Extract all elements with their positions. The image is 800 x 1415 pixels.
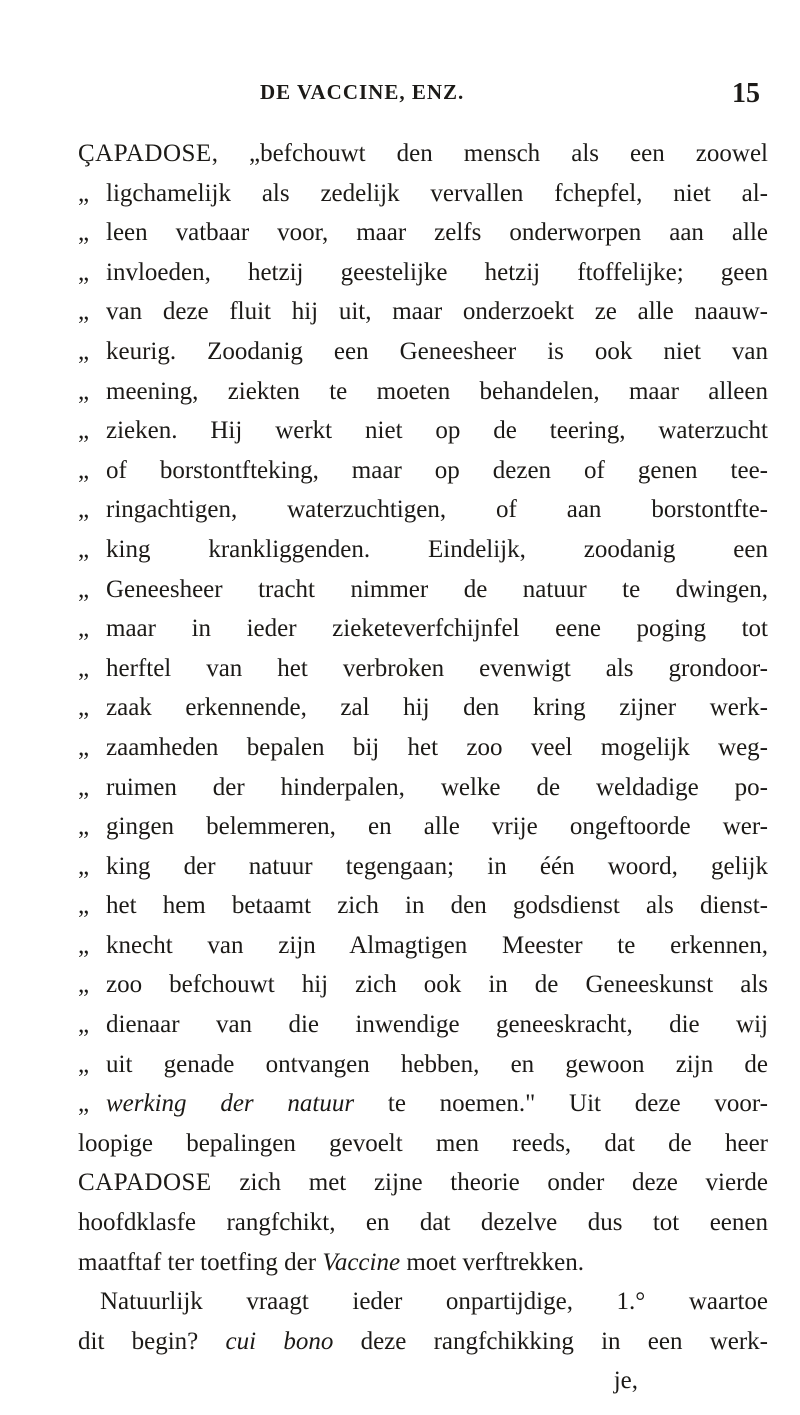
line-text: werking der natuur te noemen." Uit deze voor- bbox=[106, 1090, 768, 1118]
text-line bbox=[78, 1282, 768, 1322]
text-line bbox=[78, 1361, 768, 1401]
line-text: het hem betaamt zich in den godsdienst als dienst- bbox=[106, 892, 768, 920]
running-head bbox=[100, 80, 760, 120]
text-line bbox=[78, 174, 768, 214]
line-text: maatftaf ter toetfing der Vaccine moet verftrekken. bbox=[78, 1248, 585, 1276]
text-line bbox=[78, 926, 768, 966]
text-line bbox=[78, 1243, 768, 1283]
text-line bbox=[78, 213, 768, 253]
quote-mark: „ bbox=[78, 813, 90, 841]
text-line bbox=[78, 134, 768, 174]
quote-mark: „ bbox=[78, 1011, 90, 1039]
quote-mark: „ bbox=[78, 219, 90, 247]
line-text: herftel van het verbroken evenwigt als grondoor- bbox=[106, 654, 768, 682]
line-text: hoofdklasfe rangfchikt, en dat dezelve dus tot eenen bbox=[78, 1209, 768, 1237]
quote-mark: „ bbox=[78, 456, 90, 484]
quote-mark: „ bbox=[78, 179, 90, 207]
text-line bbox=[78, 332, 768, 372]
line-text: uit genade ontvangen hebben, en gewoon zijn de bbox=[106, 1050, 768, 1078]
line-text: Natuurlijk vraagt ieder onpartijdige, 1.° waartoe bbox=[100, 1288, 768, 1316]
line-text: king krankliggenden. Eindelijk, zoodanig een bbox=[106, 535, 768, 563]
quote-mark: „ bbox=[78, 1050, 90, 1078]
text-line bbox=[78, 649, 768, 689]
quote-mark: „ bbox=[78, 337, 90, 365]
line-text: leen vatbaar voor, maar zelfs onderworpen aan alle bbox=[106, 219, 768, 247]
line-text: dit begin? cui bono deze rangfchikking in een werk- bbox=[78, 1327, 768, 1355]
quote-mark: „ bbox=[78, 535, 90, 563]
line-text: zieken. Hij werkt niet op de teering, waterzucht bbox=[106, 417, 768, 445]
quote-mark: „ bbox=[78, 258, 90, 286]
line-text: zaamheden bepalen bij het zoo veel mogelijk weg- bbox=[106, 733, 768, 761]
quote-mark: „ bbox=[78, 496, 90, 524]
line-text: of borstontfteking, maar op dezen of genen tee- bbox=[106, 456, 768, 484]
text-line bbox=[78, 807, 768, 847]
quote-mark: „ bbox=[78, 575, 90, 603]
line-text: king der natuur tegengaan; in één woord, gelijk bbox=[106, 852, 768, 880]
quote-mark: „ bbox=[78, 1090, 90, 1118]
text-line bbox=[78, 1163, 768, 1203]
text-line bbox=[78, 451, 768, 491]
quote-mark: „ bbox=[78, 931, 90, 959]
page-number: 15 bbox=[732, 78, 760, 109]
line-text: ÇAPADOSE, „befchouwt den mensch als een zoowel bbox=[78, 140, 768, 167]
text-line bbox=[78, 1005, 768, 1045]
line-text: CAPADOSE zich met zijne theorie onder deze vierde bbox=[78, 1169, 768, 1197]
quote-mark: „ bbox=[78, 971, 90, 999]
text-line bbox=[78, 1322, 768, 1362]
text-line bbox=[78, 1124, 768, 1164]
line-text: maar in ieder zieketeverfchijnfel eene poging tot bbox=[106, 615, 768, 643]
text-line bbox=[78, 609, 768, 649]
text-line bbox=[78, 292, 768, 332]
line-text: gingen belemmeren, en alle vrije ongeftoorde wer- bbox=[106, 813, 768, 841]
quote-mark: „ bbox=[78, 773, 90, 801]
quote-mark: „ bbox=[78, 298, 90, 326]
text-line bbox=[78, 965, 768, 1005]
quote-mark: „ bbox=[78, 892, 90, 920]
line-text: ruimen der hinderpalen, welke de weldadige po- bbox=[106, 773, 768, 801]
quote-mark: „ bbox=[78, 654, 90, 682]
quote-mark: „ bbox=[78, 694, 90, 722]
text-line bbox=[78, 530, 768, 570]
line-text: knecht van zijn Almagtigen Meester te erkennen, bbox=[106, 931, 768, 959]
text-line bbox=[78, 847, 768, 887]
text-line bbox=[78, 411, 768, 451]
quote-mark: „ bbox=[78, 615, 90, 643]
line-text: meening, ziekten te moeten behandelen, maar alleen bbox=[106, 377, 768, 405]
line-text: van deze fluit hij uit, maar onderzoekt ze alle naauw- bbox=[106, 298, 768, 326]
line-text: ringachtigen, waterzuchtigen, of aan borstontfte- bbox=[106, 496, 768, 524]
line-text: zoo befchouwt hij zich ook in de Geneeskunst als bbox=[106, 971, 768, 999]
text-line bbox=[78, 728, 768, 768]
text-line bbox=[78, 490, 768, 530]
text-line bbox=[78, 886, 768, 926]
line-text: Geneesheer tracht nimmer de natuur te dwingen, bbox=[106, 575, 768, 603]
body-text bbox=[78, 134, 768, 1401]
text-line bbox=[78, 688, 768, 728]
text-line bbox=[78, 1045, 768, 1085]
line-text: je, bbox=[613, 1367, 638, 1395]
quote-mark: „ bbox=[78, 417, 90, 445]
text-line bbox=[78, 372, 768, 412]
text-line bbox=[78, 1203, 768, 1243]
text-line bbox=[78, 1084, 768, 1124]
text-line bbox=[78, 570, 768, 610]
line-text: ligchamelijk als zedelijk vervallen fchepfel, niet al- bbox=[106, 179, 768, 207]
line-text: dienaar van die inwendige geneeskracht, die wij bbox=[106, 1011, 768, 1039]
text-line bbox=[78, 768, 768, 808]
line-text: zaak erkennende, zal hij den kring zijner werk- bbox=[106, 694, 768, 722]
quote-mark: „ bbox=[78, 377, 90, 405]
quote-mark: „ bbox=[78, 852, 90, 880]
text-line bbox=[78, 253, 768, 293]
line-text: invloeden, hetzij geestelijke hetzij ftoffelijke; geen bbox=[106, 258, 768, 286]
running-title: DE VACCINE, ENZ. bbox=[260, 80, 465, 104]
line-text: keurig. Zoodanig een Geneesheer is ook niet van bbox=[106, 337, 768, 365]
quote-mark: „ bbox=[78, 733, 90, 761]
line-text: loopige bepalingen gevoelt men reeds, dat de heer bbox=[78, 1129, 768, 1157]
